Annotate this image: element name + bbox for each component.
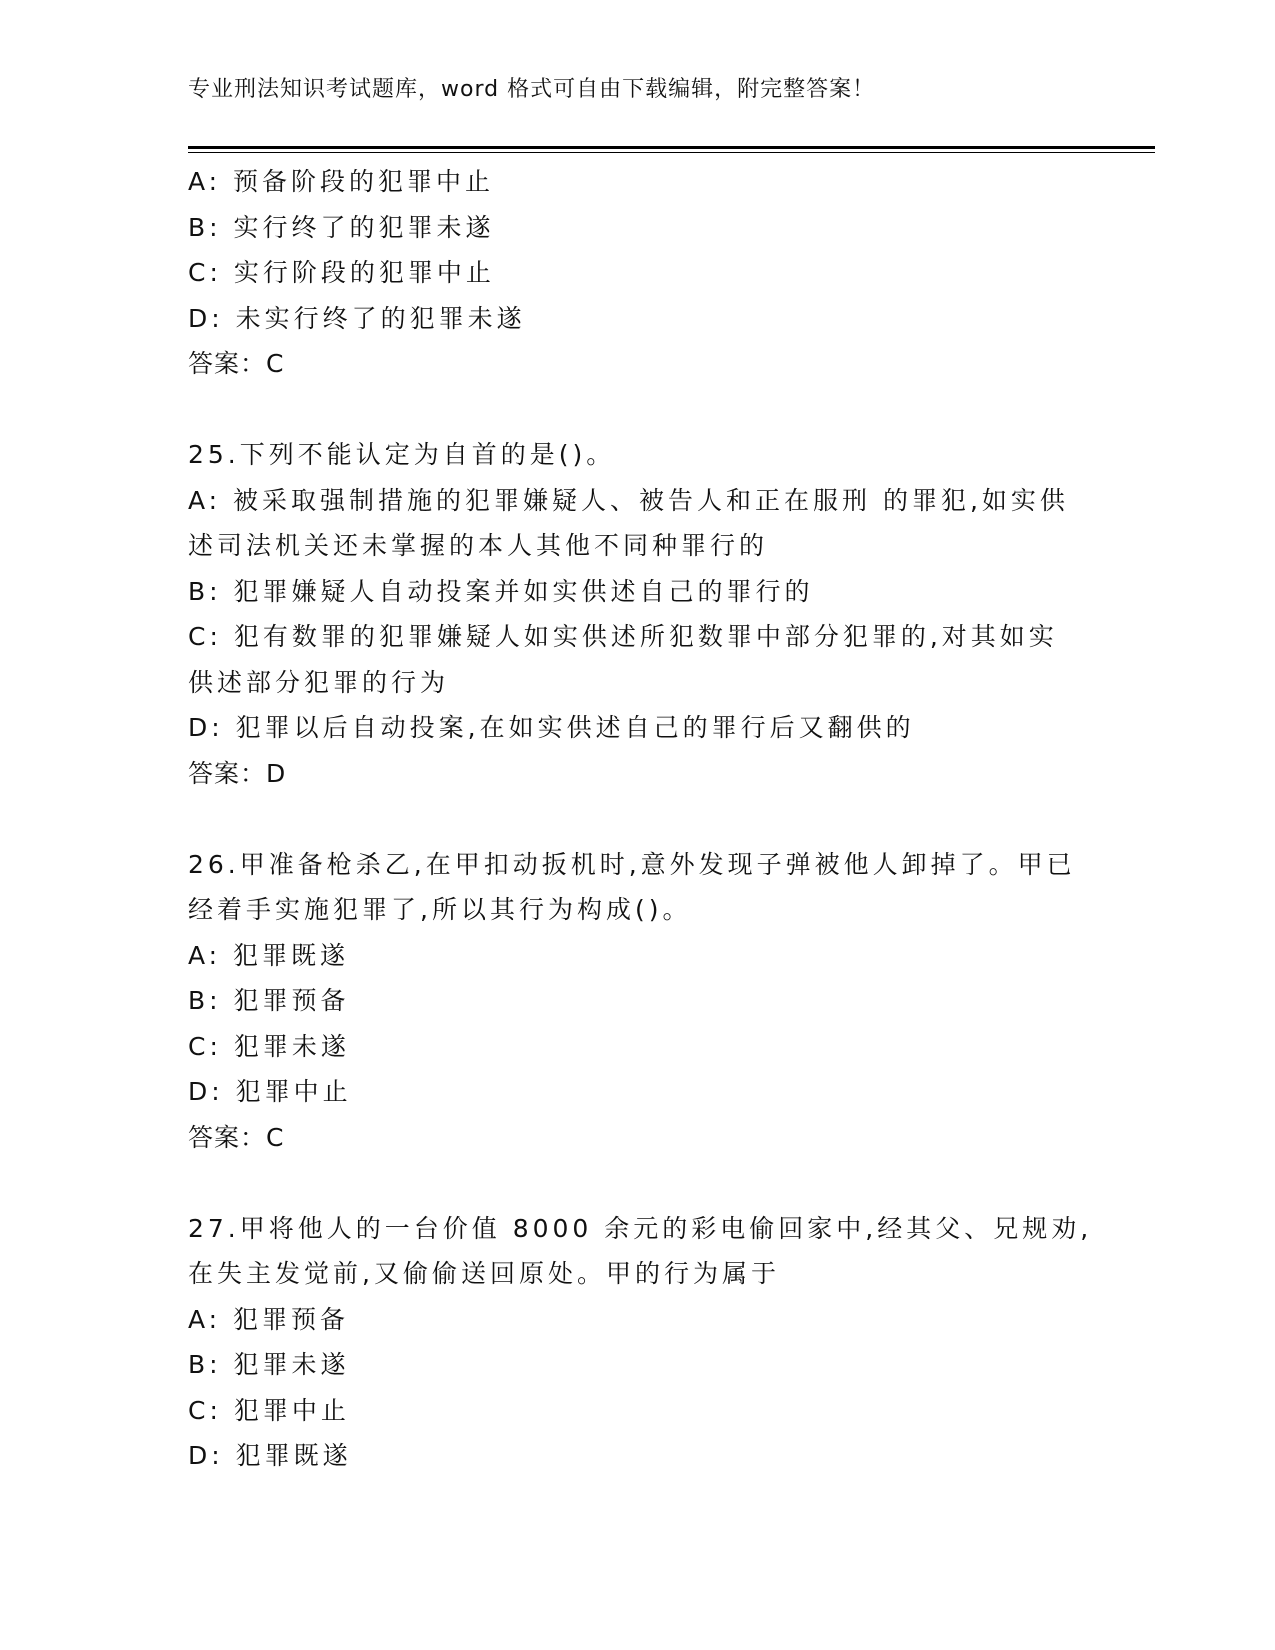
option-line: 供述部分犯罪的行为	[188, 667, 450, 697]
question-content	[188, 159, 1093, 1479]
answer-line: 答案：C	[188, 1122, 285, 1152]
block-spacer	[188, 1160, 1088, 1206]
question-block	[188, 842, 1088, 1161]
option-line: D: 犯罪既遂	[188, 1441, 352, 1470]
option-line: C: 犯有数罪的犯罪嫌疑人如实供述所犯数罪中部分犯罪的,对其如实	[188, 622, 1058, 651]
answer-line: 答案：D	[188, 758, 287, 788]
page-header: 专业刑法知识考试题库，word 格式可自由下载编辑，附完整答案！	[188, 77, 876, 102]
option-line: D: 犯罪以后自动投案,在如实供述自己的罪行后又翻供的	[188, 713, 915, 742]
question-stem: 经着手实施犯罪了,所以其行为构成()。	[188, 895, 692, 924]
option-line: B: 犯罪未遂	[188, 1350, 350, 1379]
option-line: D: 未实行终了的犯罪未遂	[188, 303, 526, 333]
question-block	[188, 159, 1088, 387]
option-line: A: 被采取强制措施的犯罪嫌疑人、被告人和正在服刑 的罪犯,如实供	[188, 485, 1069, 515]
question-stem: 27.甲将他人的一台价值 8000 余元的彩电偷回家中,经其父、兄规劝,	[188, 1213, 1093, 1243]
question-block	[188, 1206, 1093, 1479]
block-spacer	[188, 387, 1088, 433]
option-line: C: 犯罪中止	[188, 1395, 350, 1425]
option-line: A: 犯罪预备	[188, 1304, 350, 1334]
answer-line: 答案：C	[188, 349, 285, 378]
option-line: D: 犯罪中止	[188, 1077, 352, 1106]
option-line: C: 犯罪未遂	[188, 1031, 350, 1061]
header-divider	[188, 146, 1155, 153]
option-line: 述司法机关还未掌握的本人其他不同种罪行的	[188, 531, 769, 560]
question-stem: 在失主发觉前,又偷偷送回原处。甲的行为属于	[188, 1259, 780, 1288]
option-line: A: 预备阶段的犯罪中止	[188, 167, 495, 196]
option-line: B: 实行终了的犯罪未遂	[188, 212, 495, 242]
option-line: B: 犯罪嫌疑人自动投案并如实供述自己的罪行的	[188, 576, 814, 606]
block-spacer	[188, 796, 1088, 842]
question-stem: 26.甲准备枪杀乙,在甲扣动扳机时,意外发现子弹被他人卸掉了。甲已	[188, 849, 1076, 879]
question-block	[188, 432, 1088, 796]
option-line: A: 犯罪既遂	[188, 940, 350, 970]
question-stem: 25.下列不能认定为自首的是()。	[188, 440, 616, 469]
option-line: C: 实行阶段的犯罪中止	[188, 258, 495, 287]
option-line: B: 犯罪预备	[188, 986, 350, 1015]
